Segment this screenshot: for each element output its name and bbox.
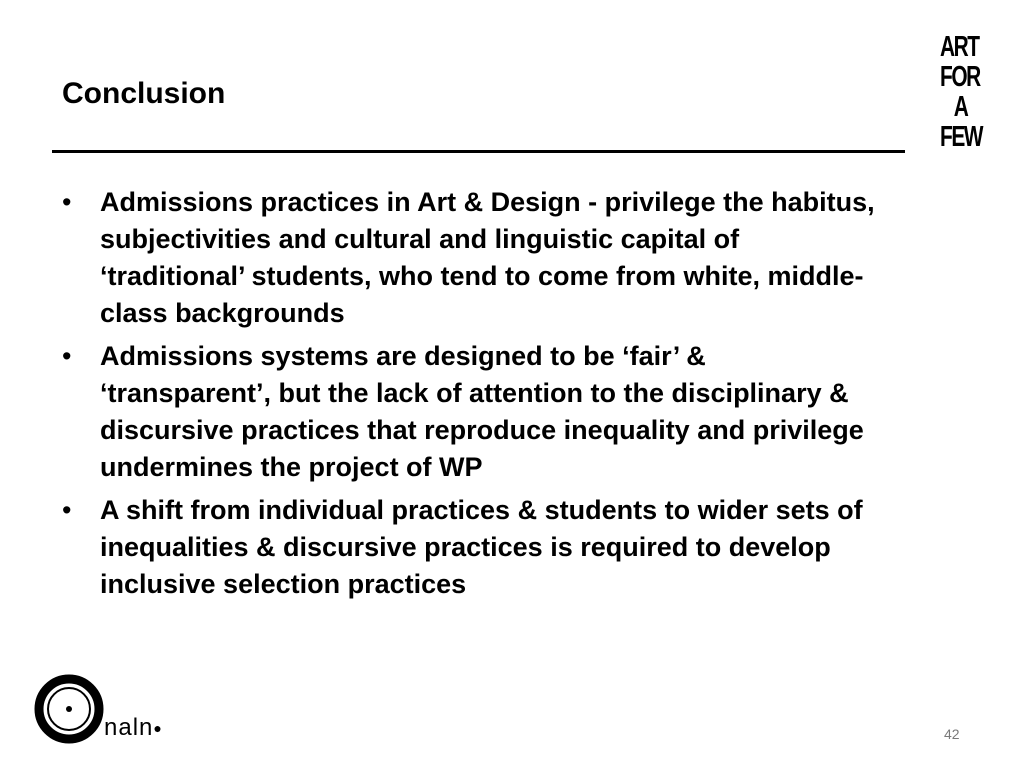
- logo-line-few: FEW: [940, 121, 983, 153]
- bullet-text: A shift from individual practices & students to wider sets of inequalities & discursive practices is required to develop inclusive selection practices: [100, 495, 863, 599]
- art-for-a-few-logo: [940, 31, 983, 153]
- bullet-item: [62, 492, 882, 603]
- bullet-item: [62, 184, 882, 332]
- bullet-text: Admissions systems are designed to be ‘fair’ & ‘transparent’, but the lack of attention to the disciplinary & discursive practices that reproduce inequality and privilege undermines the project of WP: [100, 341, 864, 482]
- bullet-marker: •: [62, 187, 72, 217]
- naln-wordmark-text: naln: [104, 714, 154, 741]
- bullet-marker: •: [62, 341, 72, 371]
- title-underline: [52, 150, 905, 153]
- logo-line-for: FOR: [940, 61, 980, 93]
- slide-title: Conclusion: [62, 77, 226, 110]
- page-number: 42: [944, 726, 960, 742]
- naln-dot-icon: ●: [153, 720, 163, 736]
- naln-ring-logo-icon: [34, 674, 104, 744]
- logo-line-art: ART: [940, 31, 979, 63]
- bullet-marker: •: [62, 495, 72, 525]
- bullet-item: [62, 338, 882, 486]
- bullet-text: Admissions practices in Art & Design - privilege the habitus, subjectivities and cultural and linguistic capital of ‘traditional’ students, who tend to come from white, middle-class backgrounds: [100, 187, 875, 328]
- logo-line-a: A: [953, 91, 968, 123]
- naln-wordmark: [104, 716, 163, 740]
- bullet-list: [62, 184, 882, 609]
